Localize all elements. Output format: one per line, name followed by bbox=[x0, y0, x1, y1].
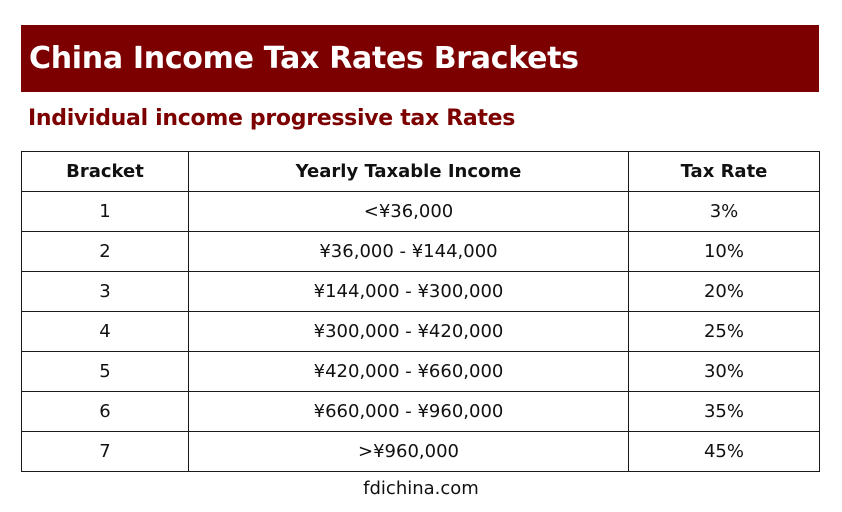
bracket-cell: 5 bbox=[22, 352, 189, 392]
table-row bbox=[22, 272, 820, 312]
income-cell: ¥36,000 - ¥144,000 bbox=[189, 232, 629, 272]
bracket-cell: 7 bbox=[22, 432, 189, 472]
table-row bbox=[22, 352, 820, 392]
income-cell: <¥36,000 bbox=[189, 192, 629, 232]
table-header-row bbox=[22, 152, 820, 192]
rate-cell: 25% bbox=[629, 312, 820, 352]
rate-cell: 20% bbox=[629, 272, 820, 312]
bracket-cell: 4 bbox=[22, 312, 189, 352]
table-row bbox=[22, 192, 820, 232]
rate-cell: 35% bbox=[629, 392, 820, 432]
rate-cell: 10% bbox=[629, 232, 820, 272]
income-cell: >¥960,000 bbox=[189, 432, 629, 472]
column-header-income: Yearly Taxable Income bbox=[189, 152, 629, 192]
table-row bbox=[22, 312, 820, 352]
page-title: China Income Tax Rates Brackets bbox=[29, 41, 579, 76]
income-cell: ¥144,000 - ¥300,000 bbox=[189, 272, 629, 312]
rate-cell: 30% bbox=[629, 352, 820, 392]
bracket-cell: 1 bbox=[22, 192, 189, 232]
rate-cell: 45% bbox=[629, 432, 820, 472]
column-header-bracket: Bracket bbox=[22, 152, 189, 192]
table-row bbox=[22, 432, 820, 472]
income-cell: ¥300,000 - ¥420,000 bbox=[189, 312, 629, 352]
title-banner bbox=[21, 25, 819, 92]
bracket-cell: 6 bbox=[22, 392, 189, 432]
table-row bbox=[22, 232, 820, 272]
column-header-rate: Tax Rate bbox=[629, 152, 820, 192]
table-row bbox=[22, 392, 820, 432]
source-footer: fdichina.com bbox=[363, 478, 479, 499]
tax-rate-table bbox=[21, 151, 820, 472]
rate-cell: 3% bbox=[629, 192, 820, 232]
bracket-cell: 3 bbox=[22, 272, 189, 312]
income-cell: ¥660,000 - ¥960,000 bbox=[189, 392, 629, 432]
bracket-cell: 2 bbox=[22, 232, 189, 272]
income-cell: ¥420,000 - ¥660,000 bbox=[189, 352, 629, 392]
page-subtitle: Individual income progressive tax Rates bbox=[28, 106, 516, 131]
